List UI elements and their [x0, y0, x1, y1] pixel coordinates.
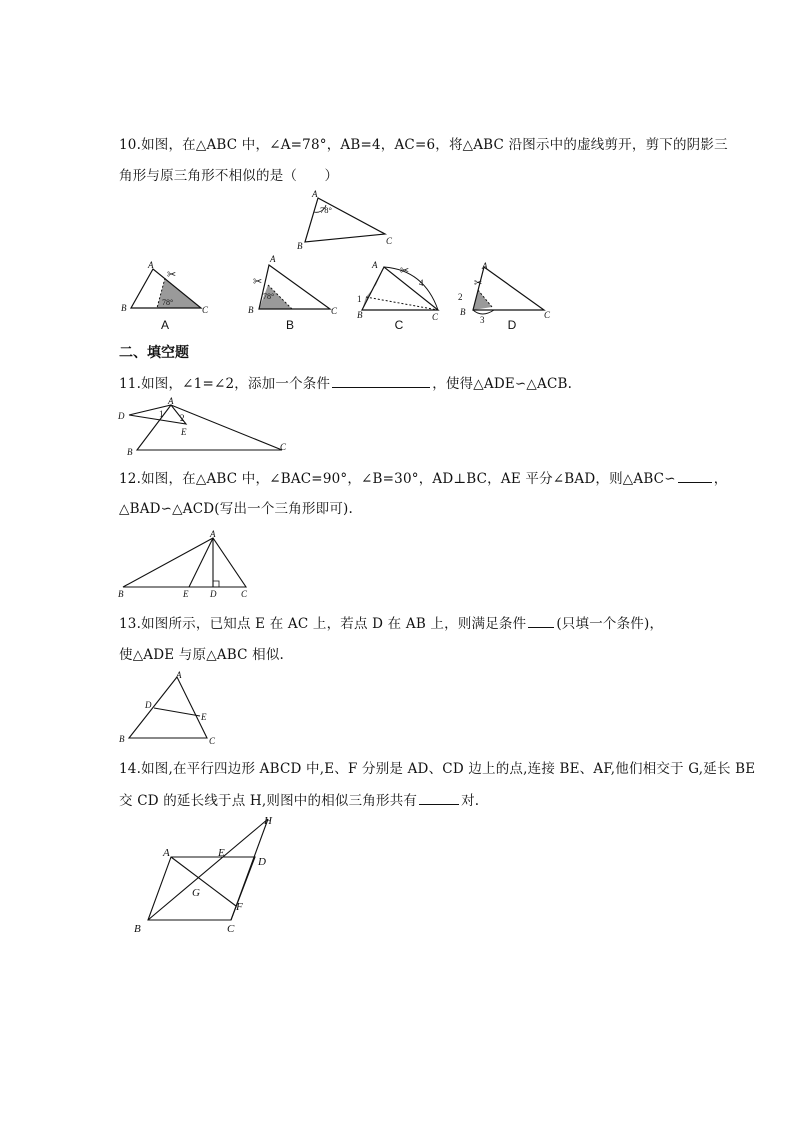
q12-label-e: E — [183, 589, 189, 599]
section-heading-fill-in: 二、填空题 — [119, 345, 189, 361]
q10-option-c-label-b: B — [357, 310, 363, 320]
q12-label-b: B — [118, 589, 124, 599]
q14-label-f: F — [236, 901, 243, 913]
q10-main-label-b: B — [297, 241, 303, 251]
q12-label-d: D — [210, 589, 217, 599]
q14-label-e: E — [218, 847, 225, 859]
q14-label-d: D — [258, 856, 266, 868]
q14-label-c: C — [227, 923, 235, 935]
q11-figure — [117, 395, 297, 457]
q13-text-before: 13.如图所示，已知点 E 在 AC 上，若点 D 在 AB 上，则满足条件 — [119, 616, 527, 632]
q14-answer-blank[interactable] — [419, 792, 459, 805]
q10-option-d-label-c: C — [544, 310, 551, 320]
scissors-icon: ✂ — [474, 278, 483, 289]
q13-text-line2: 使△ADE 与原△ABC 相似. — [119, 647, 285, 663]
q11-text-before: 11.如图，∠1=∠2，添加一个条件 — [119, 376, 331, 392]
q10-option-c-figure — [352, 260, 452, 320]
q10-option-c-num-4: 4 — [419, 278, 424, 288]
q13-text-line1 — [119, 612, 663, 632]
q14-text-after: 对. — [461, 793, 480, 809]
q14-label-a: A — [163, 847, 170, 859]
q11-text — [119, 372, 572, 392]
q10-option-c-num-1: 1 — [357, 294, 362, 304]
scissors-icon: ✂ — [400, 265, 410, 277]
q11-label-e: E — [181, 427, 187, 437]
q10-option-d-label-a: A — [482, 261, 488, 271]
q10-text-line1: 10.如图，在△ABC 中，∠A=78°，AB=4，AC=6，将△ABC 沿图示中的虚线剪开，剪下的阴影三 — [119, 137, 728, 153]
q10-option-b-label-b: B — [248, 305, 254, 315]
q10-option-b-figure — [246, 252, 346, 318]
q10-option-b-angle: 78° — [263, 292, 275, 301]
scissors-icon: ✂ — [167, 269, 177, 281]
q14-label-b: B — [134, 923, 141, 935]
q14-text-line2 — [119, 789, 479, 809]
q10-main-label-a: A — [312, 189, 318, 199]
q13-label-c: C — [209, 736, 216, 746]
q11-label-b: B — [127, 447, 133, 457]
q12-label-c: C — [241, 589, 248, 599]
q11-label-2: 2 — [180, 413, 185, 423]
q10-text-line2: 角形与原三角形不相似的是（ ） — [119, 168, 339, 184]
q10-option-d-num-3: 3 — [480, 315, 485, 325]
q13-label-e: E — [201, 712, 207, 722]
q11-label-d: D — [118, 411, 125, 421]
q12-text-line1 — [119, 467, 727, 487]
q12-text-line2: △BAD∽△ACD(写出一个三角形即可). — [119, 501, 353, 517]
q10-option-d-num-2: 2 — [458, 292, 463, 302]
q10-option-a-figure — [118, 258, 218, 318]
q13-label-a: A — [176, 670, 182, 680]
q11-text-after: ，使得△ADE∽△ACB. — [432, 376, 573, 392]
q13-text-after: (只填一个条件)， — [556, 616, 664, 632]
q13-figure — [116, 668, 226, 748]
q10-option-a-label: A — [160, 318, 169, 332]
q10-option-a-label-c: C — [202, 305, 209, 315]
q10-option-d-figure — [456, 260, 556, 325]
q10-option-a-angle: 78° — [162, 298, 174, 307]
q12-label-a: A — [210, 529, 216, 539]
q12-answer-blank[interactable] — [678, 470, 712, 483]
q10-option-d-label: D — [507, 318, 517, 332]
q10-main-label-c: C — [386, 236, 393, 246]
q12-figure — [116, 530, 261, 600]
q12-text-after: ， — [713, 471, 728, 487]
q14-label-g: G — [192, 887, 200, 899]
q14-text-line1: 14.如图,在平行四边形 ABCD 中,E、F 分别是 AD、CD 边上的点,连接 BE、AF,他们相交于 G,延长 BE — [119, 761, 756, 777]
q10-option-c-label: C — [394, 318, 404, 332]
q14-label-h: H — [264, 815, 272, 827]
q10-option-b-label-c: C — [331, 306, 338, 316]
q10-option-b-label: B — [285, 318, 294, 332]
q13-label-b: B — [119, 734, 125, 744]
q13-label-d: D — [145, 700, 152, 710]
q10-option-b-label-a: A — [270, 254, 276, 264]
q10-main-angle: 78° — [320, 205, 332, 215]
q10-option-d-label-b: B — [460, 307, 466, 317]
q10-option-a-label-b: B — [121, 303, 127, 313]
q13-answer-blank[interactable] — [528, 615, 554, 628]
q10-option-c-label-c: C — [432, 312, 439, 322]
q11-answer-blank[interactable] — [332, 375, 430, 388]
q14-text-before: 交 CD 的延长线于点 H,则图中的相似三角形共有 — [119, 793, 418, 809]
q10-option-a-label-a: A — [148, 260, 154, 270]
scissors-icon: ✂ — [253, 276, 263, 288]
q11-label-c: C — [280, 442, 287, 452]
q12-text-before: 12.如图，在△ABC 中，∠BAC=90°，∠B=30°，AD⊥BC，AE 平分∠BAD，则△ABC∽ — [119, 471, 676, 487]
q11-label-a: A — [168, 396, 174, 406]
q10-main-figure — [290, 188, 400, 254]
q14-figure — [130, 810, 290, 940]
q11-label-1: 1 — [159, 409, 164, 419]
q10-option-c-label-a: A — [372, 260, 378, 270]
